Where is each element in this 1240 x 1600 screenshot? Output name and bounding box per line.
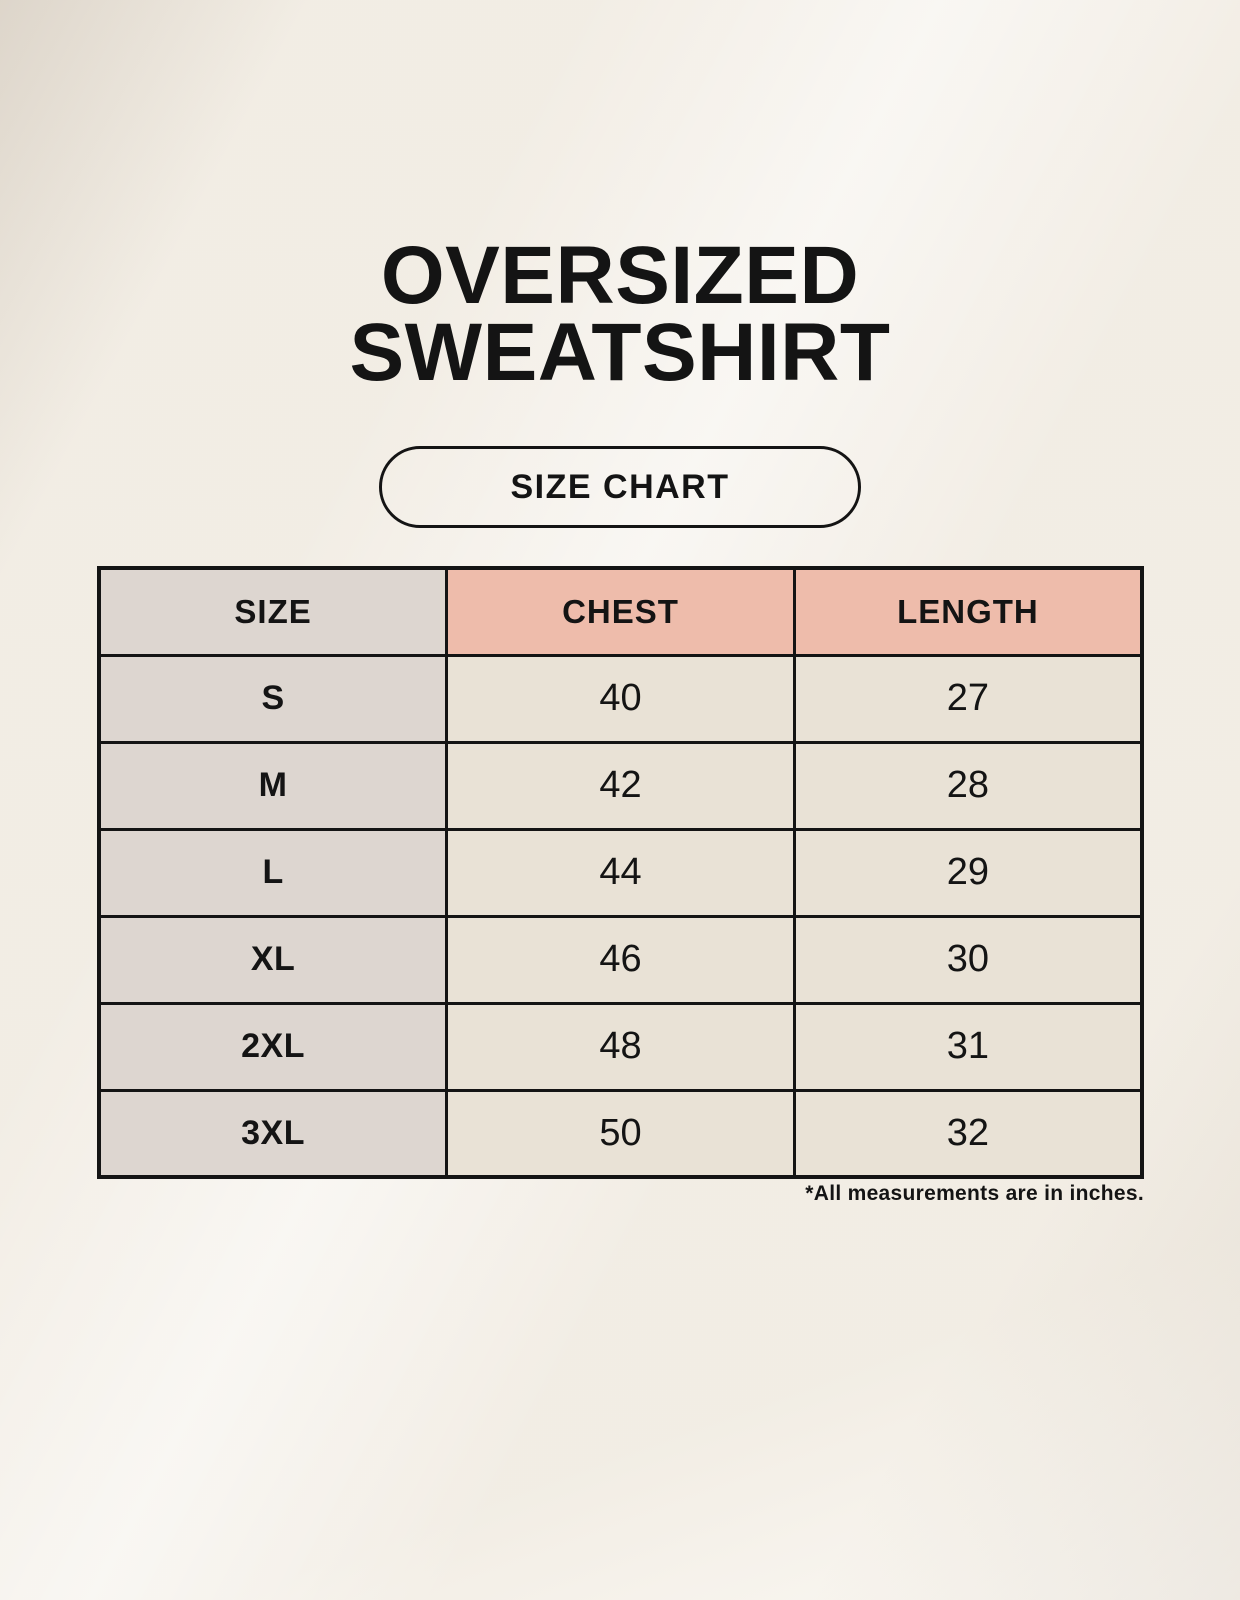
- table-row: [99, 1090, 1142, 1177]
- cell-length: 28: [794, 742, 1142, 829]
- table-row: [99, 829, 1142, 916]
- cell-chest: 50: [447, 1090, 795, 1177]
- table-row: [99, 742, 1142, 829]
- cell-chest: 42: [447, 742, 795, 829]
- cell-chest: 40: [447, 655, 795, 742]
- header-chest: CHEST: [447, 568, 795, 655]
- size-chart-badge-label: SIZE CHART: [510, 467, 730, 506]
- cell-size: 2XL: [99, 1003, 447, 1090]
- cell-size: XL: [99, 916, 447, 1003]
- cell-size: M: [99, 742, 447, 829]
- cell-chest: 44: [447, 829, 795, 916]
- cell-chest: 46: [447, 916, 795, 1003]
- cell-length: 31: [794, 1003, 1142, 1090]
- page-title-line2: SWEATSHIRT: [349, 307, 891, 398]
- table-row: [99, 655, 1142, 742]
- size-chart-badge: [379, 446, 861, 528]
- cell-size: L: [99, 829, 447, 916]
- page-title-line1: OVERSIZED: [380, 230, 860, 321]
- cell-chest: 48: [447, 1003, 795, 1090]
- header-size: SIZE: [99, 568, 447, 655]
- measurements-footnote: *All measurements are in inches.: [805, 1182, 1144, 1205]
- table-header-row: [99, 568, 1142, 655]
- cell-size: 3XL: [99, 1090, 447, 1177]
- cell-length: 29: [794, 829, 1142, 916]
- table-row: [99, 916, 1142, 1003]
- cell-size: S: [99, 655, 447, 742]
- page-title: [0, 230, 1240, 398]
- cell-length: 27: [794, 655, 1142, 742]
- header-length: LENGTH: [794, 568, 1142, 655]
- cell-length: 30: [794, 916, 1142, 1003]
- cell-length: 32: [794, 1090, 1142, 1177]
- table-row: [99, 1003, 1142, 1090]
- size-chart-table: [97, 566, 1144, 1179]
